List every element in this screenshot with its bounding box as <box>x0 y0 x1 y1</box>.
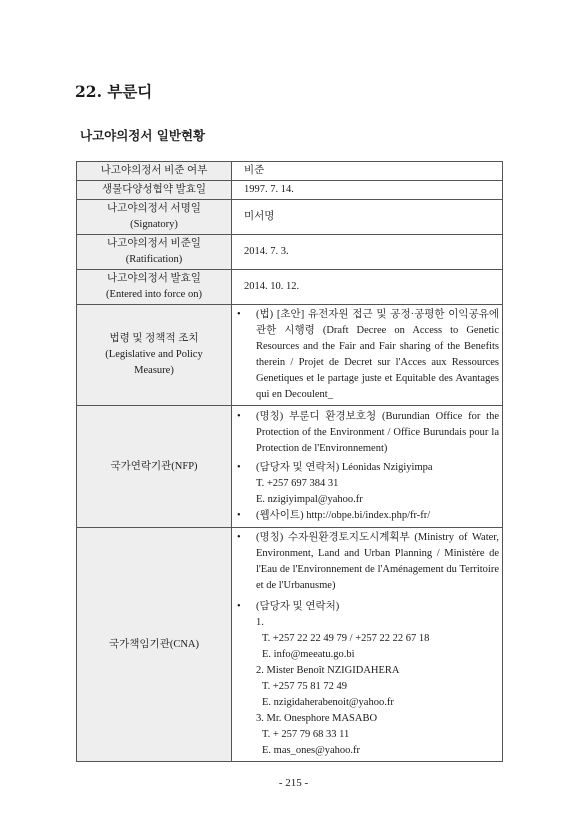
label-en: (Ratification) <box>125 254 183 265</box>
list-item <box>237 409 499 457</box>
table-row <box>77 528 503 762</box>
nfp-email: E. nzigiyimpal@yahoo.fr <box>256 494 363 505</box>
nfp-name-text: (명칭) 부룬디 환경보호청 (Burundian Office for the Protection of the Environment / Office Burundais pour la Protection de l'Environnement) <box>256 411 499 454</box>
cna-contact-text: (담당자 및 연락처) <box>256 601 340 612</box>
bullet-icon: • <box>237 510 241 521</box>
row-value-signatory: 미서명 <box>232 200 503 235</box>
table-row <box>77 270 503 305</box>
label-en: (Entered into force on) <box>106 289 202 300</box>
row-label-legislation <box>77 305 232 406</box>
label-en: (Signatory) <box>130 219 178 230</box>
row-value-nfp <box>232 406 503 528</box>
nfp-contact-text: (담당자 및 연락처) Léonidas Nzigiyimpa <box>256 462 433 473</box>
bullet-icon: • <box>237 411 241 422</box>
nagoya-status-table <box>76 161 503 762</box>
row-value-legislation <box>232 305 503 406</box>
cna-contact-2-email: E. nzigidaherabenoit@yahoo.fr <box>262 697 394 708</box>
label-ko: 나고야의정서 비준일 <box>107 238 201 249</box>
page-number: - 215 - <box>278 777 309 789</box>
row-label-ratification <box>77 235 232 270</box>
row-label-signatory <box>77 200 232 235</box>
table-row <box>77 235 503 270</box>
section-title: 나고야의정서 일반현황 <box>80 128 206 143</box>
label-en: (Legislative and Policy <box>105 349 203 360</box>
chapter-title: 22. 부룬디 <box>75 82 153 101</box>
row-value-ratification: 2014. 7. 3. <box>232 235 503 270</box>
row-label-nfp: 국가연락기관(NFP) <box>77 406 232 528</box>
nfp-website-link[interactable]: (웹사이트) http://obpe.bi/index.php/fr-fr/ <box>256 510 431 521</box>
bullet-icon: • <box>237 532 241 543</box>
cna-contact-2-tel: T. +257 75 81 72 49 <box>262 681 348 692</box>
list-item <box>237 599 499 615</box>
table-row <box>77 200 503 235</box>
table-row <box>77 406 503 528</box>
table-row <box>77 305 503 406</box>
label-ko: 나고야의정서 발효일 <box>107 273 201 284</box>
cna-contact-3-email: E. mas_ones@yahoo.fr <box>262 745 361 756</box>
cna-contact-2-name: 2. Mister Benoît NZIGIDAHERA <box>256 665 400 676</box>
cna-contact-1-tel: T. +257 22 22 49 79 / +257 22 22 67 18 <box>262 633 430 644</box>
list-item <box>237 460 499 476</box>
list-item <box>237 530 499 594</box>
legislation-text: (법) [초안] 유전자원 접근 및 공정·공평한 이익공유에 관한 시행령 (Draft Decree on Access to Genetic Resources and the Fair and Fair sharing of the Benefits therein / Projet de Decret sur l'Acces aux Ressources Genetiques et le partage juste et Equitable des Avantages qui en Decoulent_ <box>256 309 499 400</box>
cna-name-text: (명칭) 수자원환경토지도시계획부 (Ministry of Water, Environment, Land and Urban Planning / Ministère de l'Eau de l'Environnement de l'Aménagement du Territoire et de l'Urbanusme) <box>256 532 499 591</box>
label-en: Measure) <box>134 365 174 376</box>
row-value-accession: 비준 <box>232 162 503 181</box>
list-item <box>237 508 499 524</box>
row-label-accession: 나고야의정서 비준 여부 <box>77 162 232 181</box>
row-value-cbd: 1997. 7. 14. <box>232 181 503 200</box>
cna-contact-3-name: 3. Mr. Onesphore MASABO <box>256 713 378 724</box>
cna-contact-3-tel: T. + 257 79 68 33 11 <box>262 729 350 740</box>
label-ko: 나고야의정서 서명일 <box>107 203 201 214</box>
bullet-icon: • <box>237 462 241 473</box>
nfp-tel: T. +257 697 384 31 <box>256 478 339 489</box>
row-label-cbd: 생물다양성협약 발효일 <box>77 181 232 200</box>
row-value-force: 2014. 10. 12. <box>232 270 503 305</box>
table-row <box>77 181 503 200</box>
cna-contact-1-number: 1. <box>256 617 264 628</box>
table-row <box>77 162 503 181</box>
bullet-icon: • <box>237 309 241 320</box>
row-value-cna <box>232 528 503 762</box>
list-item <box>237 307 499 403</box>
label-ko: 법령 및 정책적 조치 <box>109 333 199 344</box>
bullet-icon: • <box>237 601 241 612</box>
row-label-cna: 국가책임기관(CNA) <box>77 528 232 762</box>
cna-contact-1-email: E. info@meeatu.go.bi <box>262 649 355 660</box>
row-label-force <box>77 270 232 305</box>
